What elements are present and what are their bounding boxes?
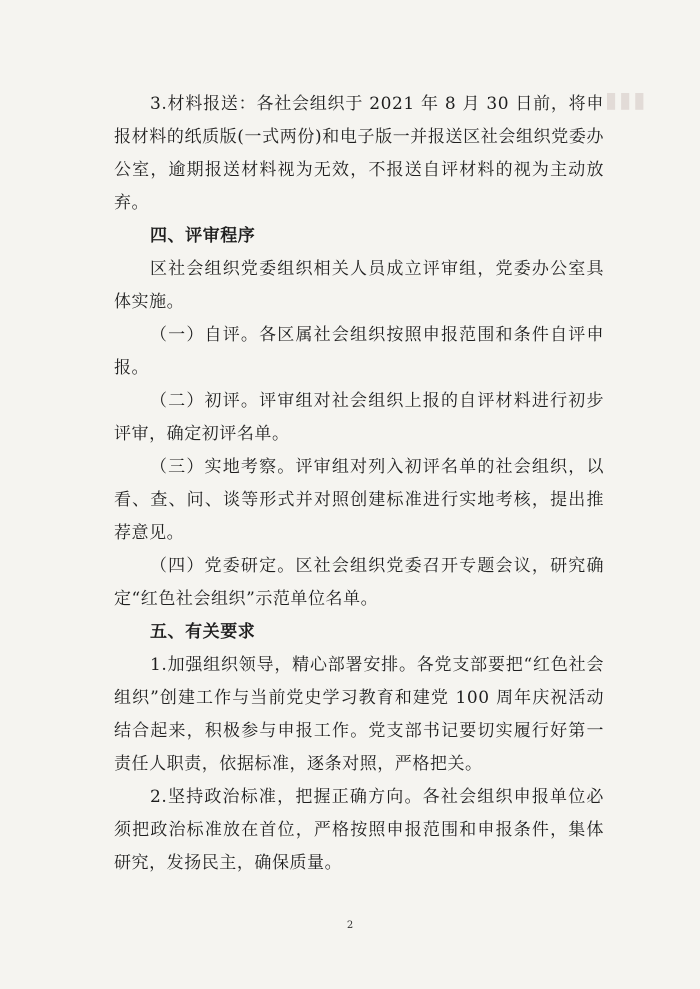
page-number: 2	[346, 920, 354, 931]
paragraph-site-inspection: （三）实地考察。评审组对列入初评名单的社会组织，以看、查、问、谈等形式并对照创建标准进行实地考核，提出推荐意见。	[114, 457, 604, 543]
paragraph-preliminary-review: （二）初评。评审组对社会组织上报的自评材料进行初步评审，确定初评名单。	[114, 391, 604, 444]
heading-requirements: 五、有关要求	[150, 622, 256, 642]
paragraph-materials-submission: 3.材料报送：各社会组织于 2021 年 8 月 30 日前，将申报材料的纸质版(一式两份)和电子版一并报送区社会组织党委办公室，逾期报送材料视为无效，不报送自评材料的视为主动放弃。	[114, 94, 604, 213]
paragraph-self-evaluation: （一）自评。各区属社会组织按照申报范围和条件自评申报。	[114, 325, 604, 378]
paragraph-review-team: 区社会组织党委组织相关人员成立评审组，党委办公室具体实施。	[114, 259, 604, 312]
paragraph-political-standards: 2.坚持政治标准，把握正确方向。各社会组织申报单位必须把政治标准放在首位，严格按照申报范围和申报条件，集体研究，发扬民主，确保质量。	[114, 787, 604, 873]
bleed-through-mark: ▮▮▮	[605, 88, 648, 113]
paragraph-organizational-leadership: 1.加强组织领导，精心部署安排。各党支部要把“红色社会组织”创建工作与当前党史学习教育和建党 100 周年庆祝活动结合起来，积极参与申报工作。党支部书记要切实履行好第一责任人职责，依据标准，逐条对照，严格把关。	[114, 655, 604, 774]
heading-review-procedure: 四、评审程序	[150, 226, 256, 246]
paragraph-committee-decision: （四）党委研定。区社会组织党委召开专题会议，研究确定“红色社会组织”示范单位名单。	[114, 556, 604, 609]
body-text	[114, 88, 604, 880]
